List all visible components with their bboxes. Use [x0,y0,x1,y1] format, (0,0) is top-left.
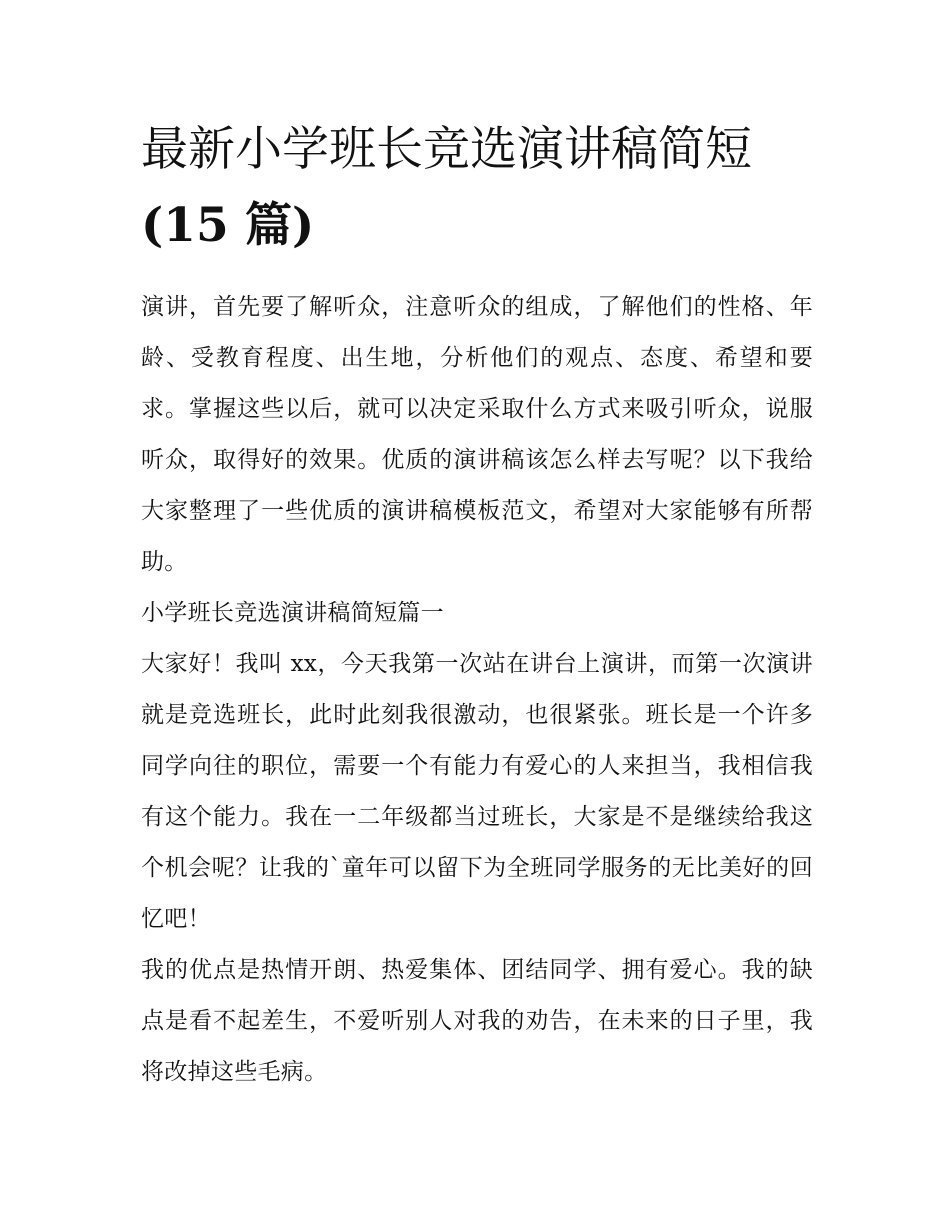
speech-paragraph-1: 大家好！我叫 xx，今天我第一次站在讲台上演讲，而第一次演讲就是竞选班长，此时此刻我很激动，也很紧张。班长是一个许多同学向往的职位，需要一个有能力有爱心的人来担当，我相信我有这个能力。我在一二年级都当过班长，大家是不是继续给我这个机会呢？让我的`童年可以留下为全班同学服务的无比美好的回忆吧！ [141,651,813,932]
document-title-line-1: 最新小学班长竞选演讲稿简短 [141,122,752,177]
document-content [141,112,813,1098]
intro-paragraph: 演讲，首先要了解听众，注意听众的组成，了解他们的性格、年龄、受教育程度、出生地，分析他们的观点、态度、希望和要求。掌握这些以后，就可以决定采取什么方式来吸引听众，说服听众，取得好的效果。优质的演讲稿该怎么样去写呢？以下我给大家整理了一些优质的演讲稿模板范文，希望对大家能够有所帮助。 [141,294,813,575]
section-heading: 小学班长竞选演讲稿简短篇一 [141,600,444,626]
speech-paragraph-2: 我的优点是热情开朗、热爱集体、团结同学、拥有爱心。我的缺点是看不起差生，不爱听别人对我的劝告，在未来的日子里，我将改掉这些毛病。 [141,957,813,1085]
document-title [141,112,813,264]
document-title-line-2: (15 篇) [141,198,315,253]
